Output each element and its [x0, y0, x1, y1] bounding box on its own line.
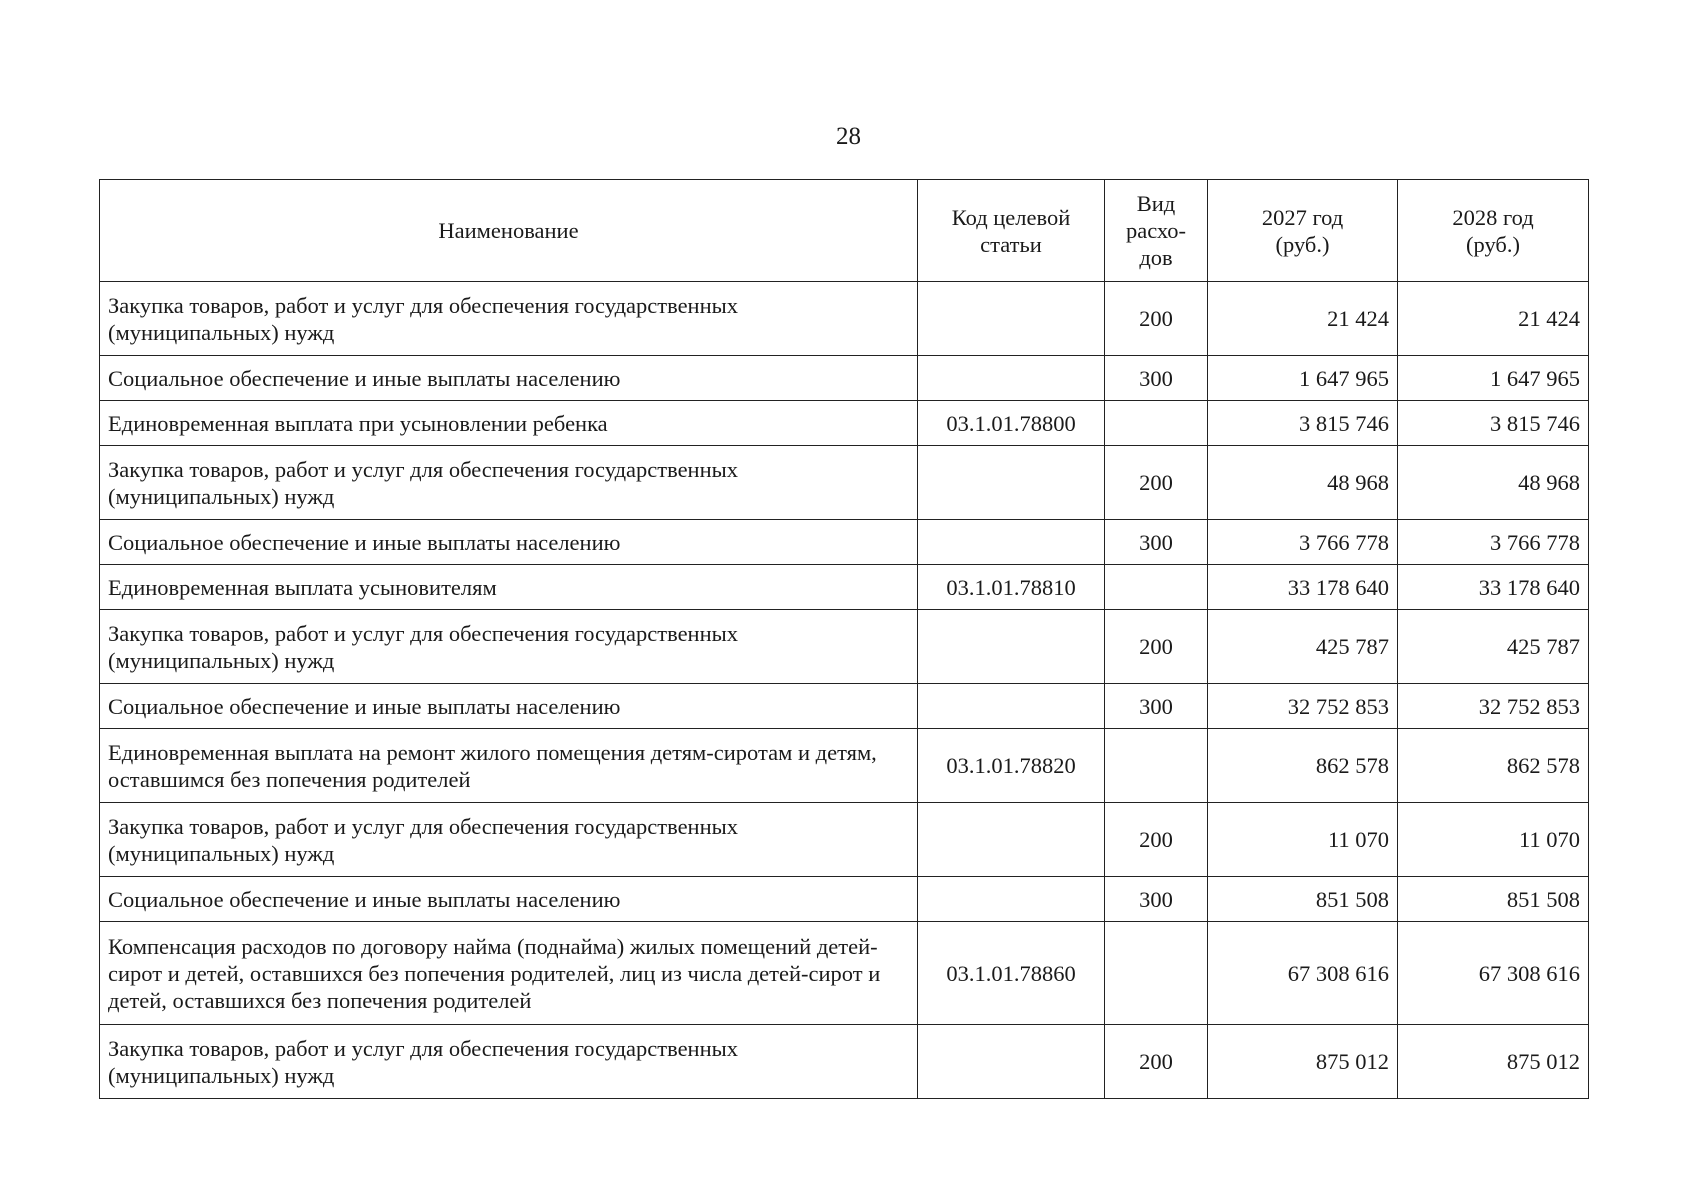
row-year-2028-cell: 3 815 746	[1398, 401, 1589, 446]
row-year-2027-cell: 425 787	[1208, 610, 1398, 684]
row-kind-cell: 300	[1105, 684, 1208, 729]
row-year-2027-cell: 851 508	[1208, 877, 1398, 922]
row-kind-cell: 200	[1105, 1025, 1208, 1099]
row-year-2027-cell: 33 178 640	[1208, 565, 1398, 610]
row-year-2027-cell: 3 815 746	[1208, 401, 1398, 446]
table-row	[100, 401, 1589, 446]
row-code-cell	[918, 803, 1105, 877]
row-code-cell	[918, 282, 1105, 356]
row-year-2028-cell: 3 766 778	[1398, 520, 1589, 565]
row-name-cell: Социальное обеспечение и иные выплаты населению	[100, 520, 918, 565]
header-year-2027: 2027 год (руб.)	[1208, 180, 1398, 282]
table-row	[100, 877, 1589, 922]
row-year-2028-cell: 1 647 965	[1398, 356, 1589, 401]
row-year-2027-cell: 48 968	[1208, 446, 1398, 520]
row-kind-cell: 300	[1105, 520, 1208, 565]
row-kind-cell: 300	[1105, 356, 1208, 401]
row-code-cell	[918, 356, 1105, 401]
row-year-2027-cell: 67 308 616	[1208, 922, 1398, 1025]
row-name-cell: Компенсация расходов по договору найма (поднайма) жилых помещений детей-сирот и детей, оставшихся без попечения родителей, лиц из числа детей-сирот и детей, оставшихся без попечения родителей	[100, 922, 918, 1025]
row-code-cell: 03.1.01.78800	[918, 401, 1105, 446]
row-code-cell	[918, 446, 1105, 520]
row-year-2028-cell: 875 012	[1398, 1025, 1589, 1099]
row-kind-cell: 200	[1105, 610, 1208, 684]
row-kind-cell	[1105, 729, 1208, 803]
row-year-2027-cell: 875 012	[1208, 1025, 1398, 1099]
row-year-2028-cell: 11 070	[1398, 803, 1589, 877]
row-year-2028-cell: 425 787	[1398, 610, 1589, 684]
table-row	[100, 446, 1589, 520]
row-name-cell: Единовременная выплата усыновителям	[100, 565, 918, 610]
row-kind-cell: 300	[1105, 877, 1208, 922]
row-year-2028-cell: 32 752 853	[1398, 684, 1589, 729]
row-name-cell: Закупка товаров, работ и услуг для обеспечения государственных (муниципальных) нужд	[100, 1025, 918, 1099]
table-row	[100, 565, 1589, 610]
table-row	[100, 356, 1589, 401]
row-code-cell	[918, 1025, 1105, 1099]
row-name-cell: Единовременная выплата на ремонт жилого помещения детям-сиротам и детям, оставшимся без попечения родителей	[100, 729, 918, 803]
table-row	[100, 282, 1589, 356]
table-row	[100, 729, 1589, 803]
row-kind-cell: 200	[1105, 446, 1208, 520]
row-year-2027-cell: 11 070	[1208, 803, 1398, 877]
budget-table	[99, 179, 1589, 1099]
row-code-cell	[918, 684, 1105, 729]
table-row	[100, 520, 1589, 565]
row-code-cell: 03.1.01.78820	[918, 729, 1105, 803]
table-row	[100, 610, 1589, 684]
table-row	[100, 803, 1589, 877]
row-year-2028-cell: 33 178 640	[1398, 565, 1589, 610]
table-row	[100, 684, 1589, 729]
row-code-cell	[918, 520, 1105, 565]
page-number: 28	[836, 123, 861, 150]
row-year-2028-cell: 21 424	[1398, 282, 1589, 356]
row-year-2028-cell: 67 308 616	[1398, 922, 1589, 1025]
row-year-2027-cell: 862 578	[1208, 729, 1398, 803]
row-name-cell: Социальное обеспечение и иные выплаты населению	[100, 684, 918, 729]
header-kind: Вид расхо-дов	[1105, 180, 1208, 282]
row-year-2028-cell: 851 508	[1398, 877, 1589, 922]
header-name: Наименование	[100, 180, 918, 282]
header-year-2028: 2028 год (руб.)	[1398, 180, 1589, 282]
row-year-2027-cell: 1 647 965	[1208, 356, 1398, 401]
row-name-cell: Закупка товаров, работ и услуг для обеспечения государственных (муниципальных) нужд	[100, 610, 918, 684]
row-year-2027-cell: 32 752 853	[1208, 684, 1398, 729]
row-name-cell: Закупка товаров, работ и услуг для обеспечения государственных (муниципальных) нужд	[100, 803, 918, 877]
row-kind-cell: 200	[1105, 282, 1208, 356]
table-row	[100, 922, 1589, 1025]
row-name-cell: Закупка товаров, работ и услуг для обеспечения государственных (муниципальных) нужд	[100, 282, 918, 356]
row-code-cell	[918, 610, 1105, 684]
row-name-cell: Единовременная выплата при усыновлении ребенка	[100, 401, 918, 446]
row-kind-cell: 200	[1105, 803, 1208, 877]
row-code-cell: 03.1.01.78860	[918, 922, 1105, 1025]
table-header-row	[100, 180, 1589, 282]
row-year-2027-cell: 3 766 778	[1208, 520, 1398, 565]
row-name-cell: Социальное обеспечение и иные выплаты населению	[100, 877, 918, 922]
row-code-cell	[918, 877, 1105, 922]
row-kind-cell	[1105, 922, 1208, 1025]
row-year-2028-cell: 862 578	[1398, 729, 1589, 803]
row-code-cell: 03.1.01.78810	[918, 565, 1105, 610]
row-name-cell: Закупка товаров, работ и услуг для обеспечения государственных (муниципальных) нужд	[100, 446, 918, 520]
row-kind-cell	[1105, 565, 1208, 610]
row-kind-cell	[1105, 401, 1208, 446]
row-name-cell: Социальное обеспечение и иные выплаты населению	[100, 356, 918, 401]
header-code: Код целевой статьи	[918, 180, 1105, 282]
row-year-2028-cell: 48 968	[1398, 446, 1589, 520]
row-year-2027-cell: 21 424	[1208, 282, 1398, 356]
table-row	[100, 1025, 1589, 1099]
